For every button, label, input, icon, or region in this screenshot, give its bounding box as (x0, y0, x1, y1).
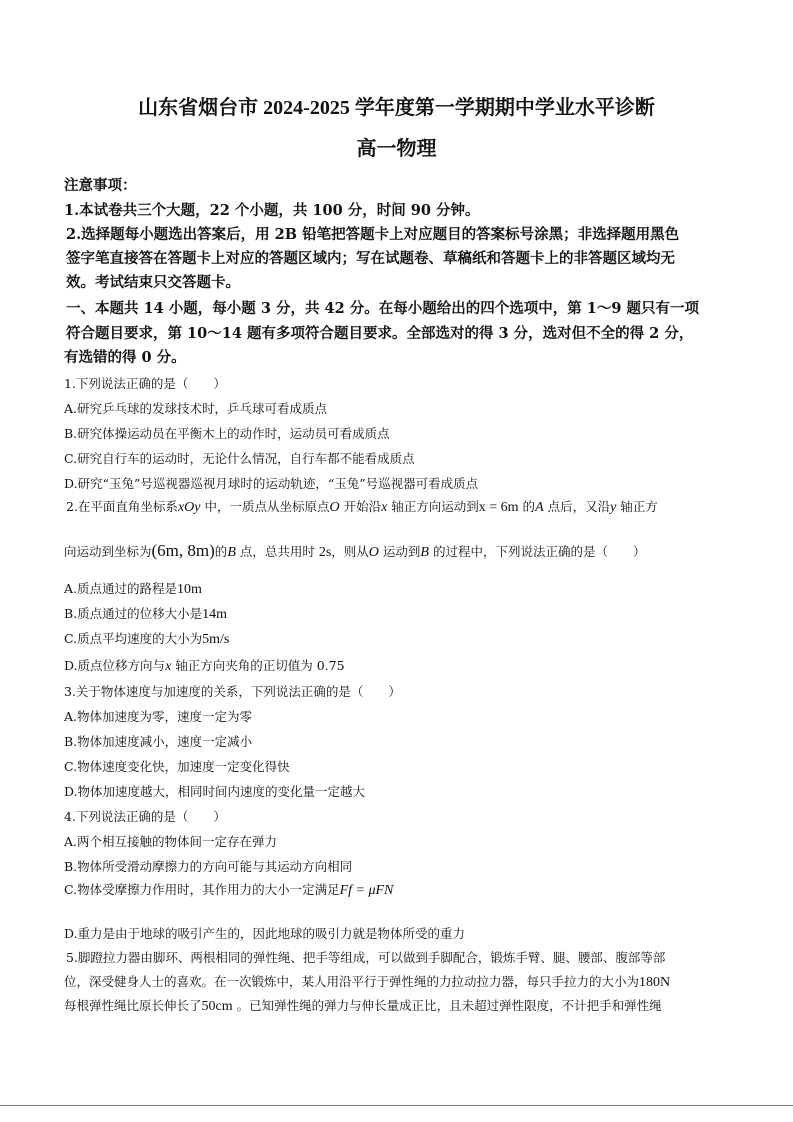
q5-stem-line-1: 5.脚蹬拉力器由脚环、两根相同的弹性绳、把手等组成，可以做到手脚配合，锻炼手臂、腿、腰部、腹部等部 (66, 950, 666, 965)
q2-text: 的 (518, 499, 536, 514)
q4-option-a: A.两个相互接触的物体间一定存在弹力 (64, 834, 278, 849)
q2-math-point-a: A (535, 500, 544, 515)
q2-math-y: y (610, 500, 617, 515)
q2-option-c-text: C.质点平均速度的大小为 (64, 631, 203, 646)
q2-math-time: 2s (318, 545, 332, 560)
q5-text: 每根弹性绳比原长伸长了 (64, 998, 202, 1013)
q4-option-c-formula: Ff = μFN (339, 883, 394, 898)
notice-item-1: 1.本试卷共三个大题，22 个小题，共 100 分，时间 90 分钟。 (64, 202, 480, 219)
q2-math-origin-2: O (368, 545, 379, 560)
q2-math-point-b: B (227, 545, 236, 560)
q1-option-d: D.研究“玉兔”号巡视器巡视月球时的运动轨迹，“玉兔”号巡视器可看成质点 (64, 476, 479, 491)
q5-math-force: 180N (639, 975, 671, 990)
notice-heading: 注意事项： (64, 177, 137, 194)
q2-text: ，则从 (331, 544, 369, 559)
q2-option-c-value: 5m/s (202, 632, 230, 647)
q2-stem-line-1 (66, 497, 658, 516)
notice-item-2-line-3: 效。考试结束只交答题卡。 (66, 274, 240, 291)
q4-stem: 4.下列说法正确的是（ ） (64, 809, 226, 824)
q5-stem-line-3 (64, 996, 662, 1015)
q2-math-x: x (381, 500, 388, 515)
q4-option-c (64, 880, 393, 899)
q2-text: 的过程中，下列说法正确的是（ ） (428, 544, 646, 559)
q3-stem: 3.关于物体速度与加速度的关系，下列说法正确的是（ ） (64, 684, 401, 699)
q3-option-b: B.物体加速度减小，速度一定减小 (64, 734, 253, 749)
q2-math-x-equals: x = 6m (478, 500, 519, 515)
q2-math-coord-system: xOy (177, 500, 201, 515)
q2-option-b-value: 14m (202, 607, 228, 622)
q2-stem-line-2 (64, 541, 645, 561)
q2-text: 的 (214, 544, 228, 559)
q3-option-d: D.物体加速度越大，相同时间内速度的变化量一定越大 (64, 784, 366, 799)
q2-option-d (64, 656, 345, 675)
q2-option-b (64, 604, 227, 623)
q2-text: 开始沿 (339, 499, 382, 514)
q2-text: 2.在平面直角坐标系 (66, 499, 178, 514)
q5-math-length: 50cm (201, 999, 233, 1014)
q4-option-d: D.重力是由于地球的吸引产生的，因此地球的吸引力就是物体所受的重力 (64, 926, 466, 941)
q2-text: 点，总共用时 (235, 544, 319, 559)
q5-text: 位，深受健身人士的喜欢。在一次锻炼中，某人用沿平行于弹性绳的力拉动拉力器，每只手拉力的大小为 (64, 974, 640, 989)
q2-option-b-text: B.质点通过的位移大小是 (64, 606, 203, 621)
q1-option-b: B.研究体操运动员在平衡木上的动作时，运动员可看成质点 (64, 426, 390, 441)
q2-option-d-text-2: 轴正方向夹角的正切值为 0.75 (171, 658, 345, 673)
q5-stem-line-2 (64, 972, 670, 991)
q2-option-d-math: x (165, 659, 172, 674)
q3-option-c: C.物体速度变化快，加速度一定变化得快 (64, 759, 290, 774)
q4-option-c-text: C.物体受摩擦力作用时，其作用力的大小一定满足 (64, 882, 340, 897)
section-1-intro-line-3: 有选错的得 0 分。 (64, 349, 186, 366)
q2-text: 轴正方 (616, 499, 658, 514)
exam-title: 山东省烟台市 2024-2025 学年度第一学期期中学业水平诊断 (138, 97, 655, 119)
q2-text: 向运动到坐标为 (64, 544, 152, 559)
notice-item-2-line-1: 2.选择题每小题选出答案后，用 2B 铅笔把答题卡上对应题目的答案标号涂黑；非选择题用黑色 (66, 226, 680, 243)
q2-math-coordinate-b: (6m, 8m) (151, 541, 215, 560)
q1-option-c: C.研究自行车的运动时，无论什么情况，自行车都不能看成质点 (64, 451, 415, 466)
q1-option-a: A.研究乒乓球的发球技术时，乒乓球可看成质点 (64, 401, 328, 416)
q2-math-point-b-2: B (420, 545, 429, 560)
section-1-intro-line-1: 一、本题共 14 小题，每小题 3 分，共 42 分。在每小题给出的四个选项中，第 1～9 题只有一项 (66, 300, 700, 317)
q3-option-a: A.物体加速度为零，速度一定为零 (64, 709, 253, 724)
page-bottom-rule (0, 1105, 793, 1106)
q2-option-a-value: 10m (177, 582, 202, 597)
section-1-intro-line-2: 符合题目要求，第 10～14 题有多项符合题目要求。全部选对的得 3 分，选对但不全的得 2 分， (66, 325, 694, 342)
q4-option-b: B.物体所受滑动摩擦力的方向可能与其运动方向相同 (64, 859, 353, 874)
q2-option-d-text: D.质点位移方向与 (64, 658, 166, 673)
q2-math-origin: O (329, 500, 340, 515)
q2-text: 轴正方向运动到 (387, 499, 479, 514)
q5-text: 。已知弹性绳的弹力与伸长量成正比，且未超过弹性限度，不计把手和弹性绳 (232, 998, 662, 1013)
q1-stem: 1.下列说法正确的是（ ） (64, 376, 226, 391)
exam-subtitle: 高一物理 (356, 138, 437, 160)
q2-option-a-text: A.质点通过的路程是 (64, 581, 178, 596)
q2-option-a (64, 579, 202, 598)
notice-item-2-line-2: 签字笔直接答在答题卡上对应的答题区域内；写在试题卷、草稿纸和答题卡上的非答题区域均无 (66, 250, 675, 267)
q2-text: 点后，又沿 (543, 499, 611, 514)
q2-text: 运动到 (378, 544, 421, 559)
q2-option-c (64, 629, 229, 648)
q2-text: 中，一质点从坐标原点 (200, 499, 330, 514)
